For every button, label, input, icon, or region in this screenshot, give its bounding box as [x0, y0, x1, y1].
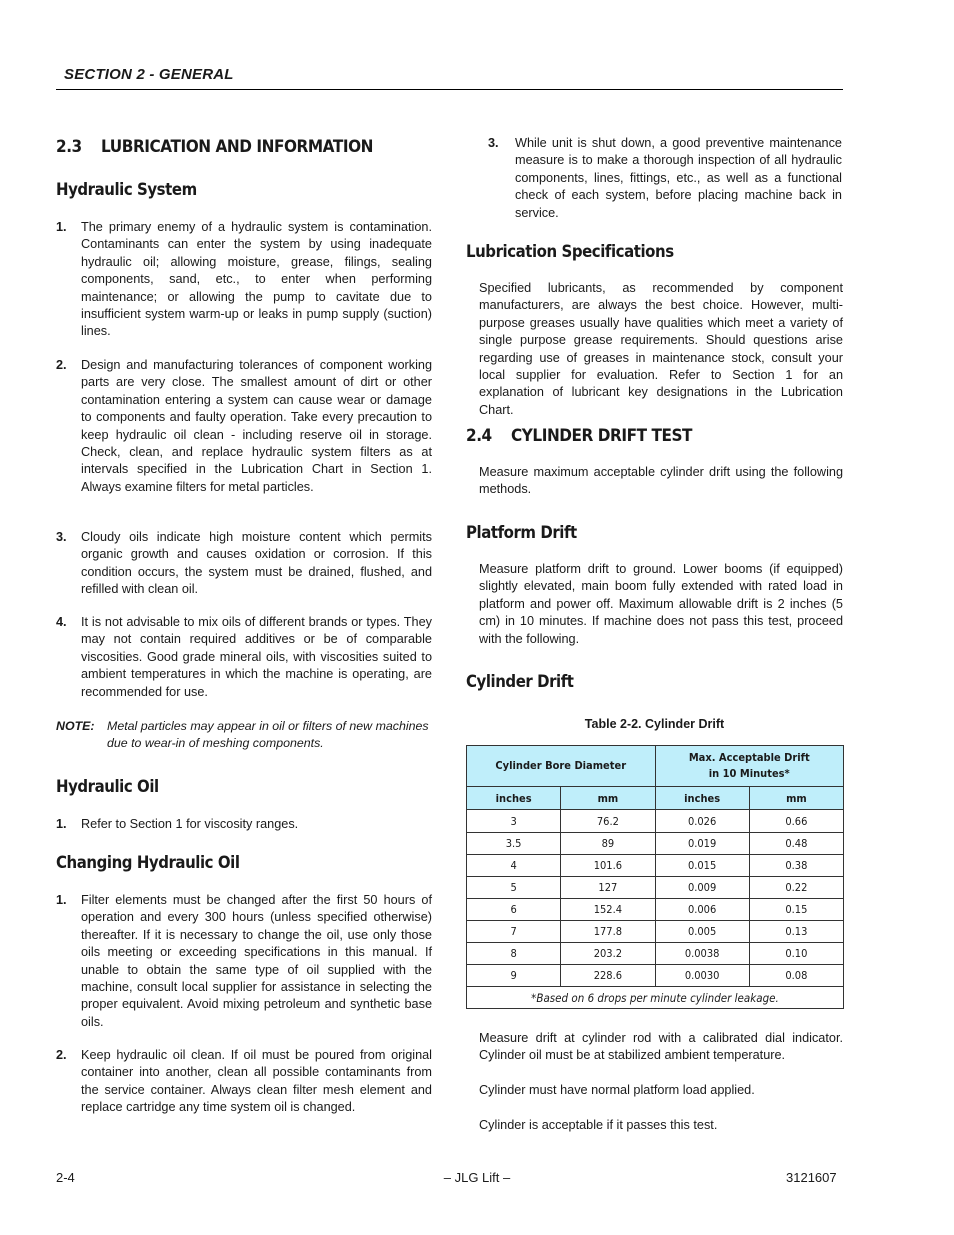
table-row — [467, 899, 844, 921]
table-cell: 0.66 — [749, 810, 843, 833]
item-number: 4. — [56, 615, 67, 629]
item-number: 2. — [56, 358, 67, 372]
item-text: Keep hydraulic oil clean. If oil must be poured from original container into another, clean all possible contaminants from the service container. Always clean filter mesh element and replace cartridge any time system oil is changed. — [81, 1048, 432, 1115]
hydraulic-system-heading: Hydraulic System — [56, 180, 197, 200]
table-caption: Table 2-2. Cylinder Drift — [584, 717, 725, 731]
item-text: Cloudy oils indicate high moisture content which permits organic growth and causes oxidation or corrosion. If this condition occurs, the system must be drained, flushed, and refilled with clean oil. — [81, 530, 432, 597]
table-row — [467, 833, 844, 855]
table-cell: 0.10 — [749, 943, 843, 965]
section-2-4-heading — [466, 426, 692, 446]
col-header: mm — [561, 787, 655, 810]
item-text: The primary enemy of a hydraulic system is contamination. Contaminants can enter the system by using inadequate hydraulic oil; allowing moisture, grease, filings, sealing components, sand, etc., to enter when performing maintenance; or allowing the pump to cavitate due to insufficient system warm-up or leaks in pump supply (suction) lines. — [81, 220, 432, 339]
table-row — [467, 855, 844, 877]
item-number: 1. — [56, 893, 67, 907]
table-cell: 203.2 — [561, 943, 655, 965]
cylinder-drift-text-2: Cylinder must have normal platform load applied. — [479, 1083, 755, 1097]
table-cell: 0.15 — [749, 899, 843, 921]
note-label: NOTE: — [56, 719, 95, 733]
section-number: 2.4 — [466, 426, 492, 446]
table-cell: 4 — [467, 855, 561, 877]
item-number: 1. — [56, 220, 67, 234]
cylinder-drift-table — [466, 745, 844, 1009]
table-cell: 0.48 — [749, 833, 843, 855]
table-cell: 0.38 — [749, 855, 843, 877]
table-cell: 89 — [561, 833, 655, 855]
table-cell: 3 — [467, 810, 561, 833]
table-cell: 3.5 — [467, 833, 561, 855]
group-header-drift-line1: Max. Acceptable Drift — [688, 751, 810, 764]
cylinder-drift-heading: Cylinder Drift — [466, 672, 574, 692]
item-text: While unit is shut down, a good preventive maintenance measure is to make a thorough inspection of all hydraulic components, lines, fittings, etc., as well as a functional check of each system, before placing machine back in service. — [515, 136, 842, 220]
table-cell: 152.4 — [561, 899, 655, 921]
table-cell: 0.015 — [655, 855, 749, 877]
item-number: 1. — [56, 817, 67, 831]
table-cell: 0.005 — [655, 921, 749, 943]
item-text: Filter elements must be changed after the first 50 hours of operation and every 300 hours (unless specified otherwise) thereafter. If it is necessary to change the oil, use only those oils meeting or exceeding specifications in this manual. If unable to obtain the same type of oil supplied with the machine, consult local supplier for assistance in selecting the proper equivalent. Avoid mixing petroleum and synthetic base oils. — [81, 893, 432, 1029]
cylinder-drift-text-3: Cylinder is acceptable if it passes this test. — [479, 1118, 718, 1132]
table-row — [467, 943, 844, 965]
table-cell: 0.08 — [749, 965, 843, 987]
document-number: 3121607 — [786, 1170, 837, 1185]
item-number: 3. — [56, 530, 67, 544]
table-cell: 0.006 — [655, 899, 749, 921]
section-number: 2.3 — [56, 137, 82, 157]
group-header-bore: Cylinder Bore Diameter — [467, 746, 656, 787]
hydraulic-oil-heading: Hydraulic Oil — [56, 777, 159, 797]
table-cell: 0.026 — [655, 810, 749, 833]
platform-drift-text: Measure platform drift to ground. Lower booms (if equipped) slightly elevated, main boom fully extended with rated load in platform and power off. Maximum allowable drift is 2 inches (5 cm) in 10 minutes. If machine does not pass this test, proceed with the following. — [479, 562, 843, 646]
item-number: 3. — [488, 136, 499, 150]
table-cell: 0.0030 — [655, 965, 749, 987]
cylinder-drift-text-1: Measure drift at cylinder rod with a calibrated dial indicator. Cylinder oil must be at stabilized ambient temperature. — [479, 1031, 843, 1063]
table-cell: 5 — [467, 877, 561, 899]
changing-hydraulic-oil-heading: Changing Hydraulic Oil — [56, 853, 240, 873]
col-header: inches — [655, 787, 749, 810]
table-cell: 177.8 — [561, 921, 655, 943]
table-row — [467, 877, 844, 899]
table-cell: 127 — [561, 877, 655, 899]
section-title: LUBRICATION AND INFORMATION — [101, 137, 373, 157]
note-text: Metal particles may appear in oil or filters of new machines due to wear-in of meshing components. — [107, 719, 429, 751]
table-cell: 6 — [467, 899, 561, 921]
table-row — [467, 965, 844, 987]
table-cell: 7 — [467, 921, 561, 943]
lubrication-specifications-heading: Lubrication Specifications — [466, 242, 674, 262]
table-row — [467, 921, 844, 943]
table-cell: 0.0038 — [655, 943, 749, 965]
table-cell: 0.019 — [655, 833, 749, 855]
header-divider — [56, 89, 843, 90]
group-header-drift-line2: in 10 Minutes* — [708, 767, 790, 780]
footer-brand: – JLG Lift – — [443, 1170, 511, 1185]
section-header: SECTION 2 - GENERAL — [64, 66, 234, 83]
platform-drift-heading: Platform Drift — [466, 523, 577, 543]
col-header: mm — [749, 787, 843, 810]
table-footnote-row — [467, 987, 844, 1009]
table-cell: 0.13 — [749, 921, 843, 943]
item-text: Refer to Section 1 for viscosity ranges. — [81, 817, 299, 831]
table-cell: 0.22 — [749, 877, 843, 899]
item-text: Design and manufacturing tolerances of component working parts are very close. The smallest amount of dirt or other contamination entering a system can cause wear or damage to components and faulty operation. Take every precaution to keep hydraulic oil clean - including reserve oil in storage. Check, clean, and replace hydraulic system filters as at intervals specified in the Lubrication Chart in Section 1. Always examine filters for metal particles. — [81, 358, 432, 494]
section-2-3-heading — [56, 137, 373, 157]
col-header: inches — [467, 787, 561, 810]
item-number: 2. — [56, 1048, 67, 1062]
table-cell: 228.6 — [561, 965, 655, 987]
table-row — [467, 810, 844, 833]
item-text: It is not advisable to mix oils of different brands or types. They may not contain required additives or be of comparable viscosities. Good grade mineral oils, with viscosities suited to ambient temperatures in which the machine is operating, are recommended for use. — [81, 615, 432, 699]
table-cell: 0.009 — [655, 877, 749, 899]
page-number: 2-4 — [56, 1170, 75, 1185]
drift-intro-text: Measure maximum acceptable cylinder drift using the following methods. — [479, 465, 843, 497]
table-footnote: *Based on 6 drops per minute cylinder leakage. — [467, 987, 844, 1009]
lubrication-specifications-text: Specified lubricants, as recommended by component manufacturers, are always the best choice. However, multi-purpose greases usually have qualities which meet a variety of single purpose grease requirements. Should questions arise regarding use of greases in maintenance stock, consult your local supplier for evaluation. Refer to Section 1 for an explanation of lubricant key designations in the Lubrication Chart. — [479, 281, 843, 417]
table-cell: 101.6 — [561, 855, 655, 877]
table-cell: 8 — [467, 943, 561, 965]
table-cell: 76.2 — [561, 810, 655, 833]
group-header-drift — [655, 746, 844, 787]
section-title: CYLINDER DRIFT TEST — [511, 426, 692, 446]
table-cell: 9 — [467, 965, 561, 987]
